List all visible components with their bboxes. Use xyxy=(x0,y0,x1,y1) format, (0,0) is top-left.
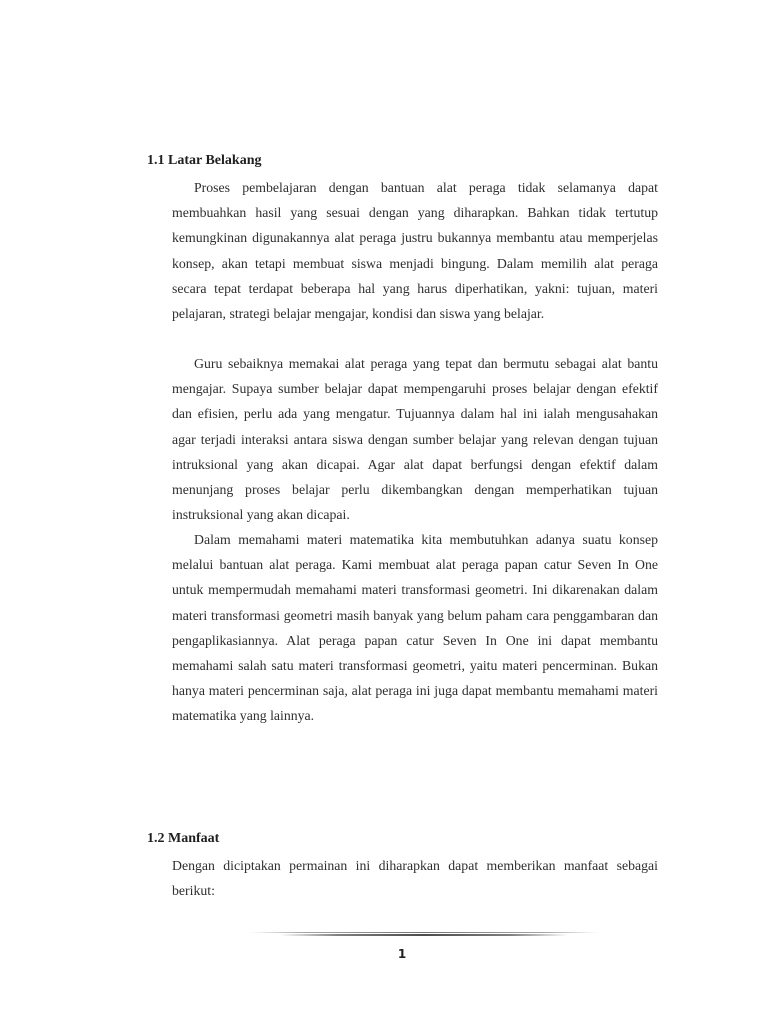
paragraph-latar-belakang-2: Guru sebaiknya memakai alat peraga yang tepat dan bermutu sebagai alat bantu mengajar. Supaya sumber belajar dapat mempengaruhi proses belajar dengan efektif dan efisien, perlu ada yang mengatur. Tujuannya dalam hal ini ialah mengusahakan agar terjadi interaksi antara siswa dengan sumber belajar yang relevan dengan tujuan intruksional yang akan dicapai. Agar alat dapat berfungsi dengan efektif dalam menunjang proses belajar perlu dikembangkan dengan memperhatikan tujuan instruksional yang akan dicapai. xyxy=(172,356,658,523)
paragraph-latar-belakang-1: Proses pembelajaran dengan bantuan alat peraga tidak selamanya dapat membuahkan hasil yang sesuai dengan yang diharapkan. Bahkan tidak tertutup kemungkinan digunakannya alat peraga justru bukannya membantu atau memperjelas konsep, akan tetapi membuat siswa menjadi bingung. Dalam memilih alat peraga secara tepat terdapat beberapa hal yang harus diperhatikan, yakni: tujuan, materi pelajaran, strategi belajar mengajar, kondisi dan siswa yang belajar. xyxy=(172,180,658,322)
footer-divider xyxy=(250,932,598,936)
footer-divider-line-thick xyxy=(280,934,568,936)
footer-divider-line-thin xyxy=(250,932,598,933)
paragraph-latar-belakang-3: Dalam memahami materi matematika kita membutuhkan adanya suatu konsep melalui bantuan alat peraga. Kami membuat alat peraga papan catur Seven In One untuk mempermudah memahami materi transformasi geometri. Ini dikarenakan dalam materi transformasi geometri masih banyak yang belum paham cara penggambaran dan pengaplikasiannya. Alat peraga papan catur Seven In One ini dapat membantu memahami salah satu materi transformasi geometri, yaitu materi pencerminan. Bukan hanya materi pencerminan saja, alat peraga ini juga dapat membantu memahami materi matematika yang lainnya. xyxy=(172,532,658,724)
page-number: 1 xyxy=(397,947,407,961)
section-heading-manfaat: 1.2 Manfaat xyxy=(147,831,220,846)
section-heading-latar-belakang: 1.1 Latar Belakang xyxy=(147,153,262,168)
paragraph-manfaat-1: Dengan diciptakan permainan ini diharapkan dapat memberikan manfaat sebagai berikut: xyxy=(172,858,658,899)
